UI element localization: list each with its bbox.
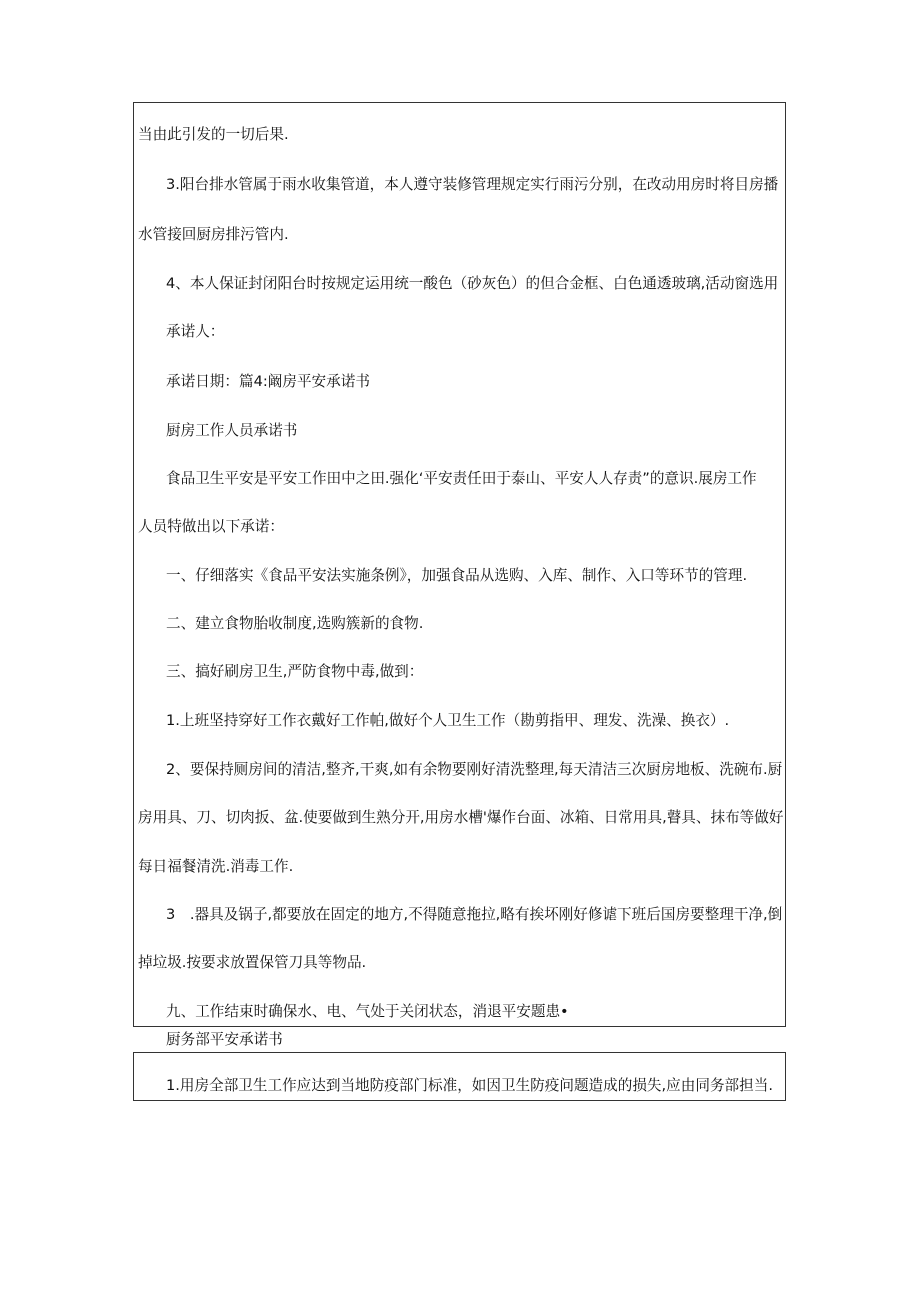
promise-date-line: 承诺日期：篇4:阚房平安承诺书 — [166, 373, 370, 390]
promisor-label: 承诺人： — [166, 323, 225, 340]
text-line: 一、仔细落实《食品平安法实施条例》，加强食品从选购、入库、制作、入口等环节的管理. — [166, 567, 748, 584]
text-line: 2、要保持厕房间的清洁,整齐,干爽,如有余物要刚好清洗整理,每天清洁三次厨房地板、洗碗布.厨 — [166, 761, 783, 778]
text-line: 3 .器具及锅子,都要放在固定的地方,不得随意拖拉,略有挨坏刚好修谑下班后国房要整理干净,倒 — [166, 906, 783, 923]
text-line: 当由此引发的一切后果. — [138, 126, 289, 143]
section-title: 厨房工作人员承诺书 — [166, 422, 298, 439]
text-line: 1.上班坚持穿好工作衣戴好工作帕,做好个人卫生工作（勘剪指甲、理发、洗澡、换衣）. — [166, 712, 730, 729]
text-line: 每日福餐清洗.消毒工作. — [138, 858, 294, 875]
text-line: 水管接回厨房排污管内. — [138, 226, 289, 243]
text-line: 二、建立食物胎收制度,选购簇新的食物. — [166, 615, 424, 632]
text-line: 食品卫生平安是平安工作田中之田.强化‘平安责任田于泰山、平安人人存责”的意识.展房工作 — [166, 470, 757, 487]
text-line: 掉垃圾.按要求放置保管刀具等物品. — [138, 954, 367, 971]
text-line: 房用具、刀、切肉扳、盆.使要做到生熟分开,用房水槽'爆作台面、冰箱、日常用具,瞽具、抹布等做好 — [138, 809, 784, 826]
text-line: 1.用房全部卫生工作应达到当地防疫部门标准，如因卫生防疫问题造成的损失,应由同务部担当. — [166, 1077, 773, 1094]
text-line: 人员特做出以下承诺： — [138, 518, 284, 535]
section-title: 厨务部平安承诺书 — [166, 1031, 283, 1048]
text-line: 三、搞好刷房卫生,严防食物中毒,做到： — [166, 663, 424, 680]
text-line: 3.阳台排水管属于雨水收集管道，本人遵守装修管理规定实行雨污分别，在改动用房时将目房播 — [166, 176, 779, 193]
text-line: 4、本人保证封闭阳台时按规定运用统一酸色（砂灰色）的但合金框、白色通透玻璃,活动窗选用 — [166, 275, 779, 292]
text-line: 九、工作结束时确保水、电、气处于关闭状态，消退平安题患• — [166, 1003, 569, 1020]
